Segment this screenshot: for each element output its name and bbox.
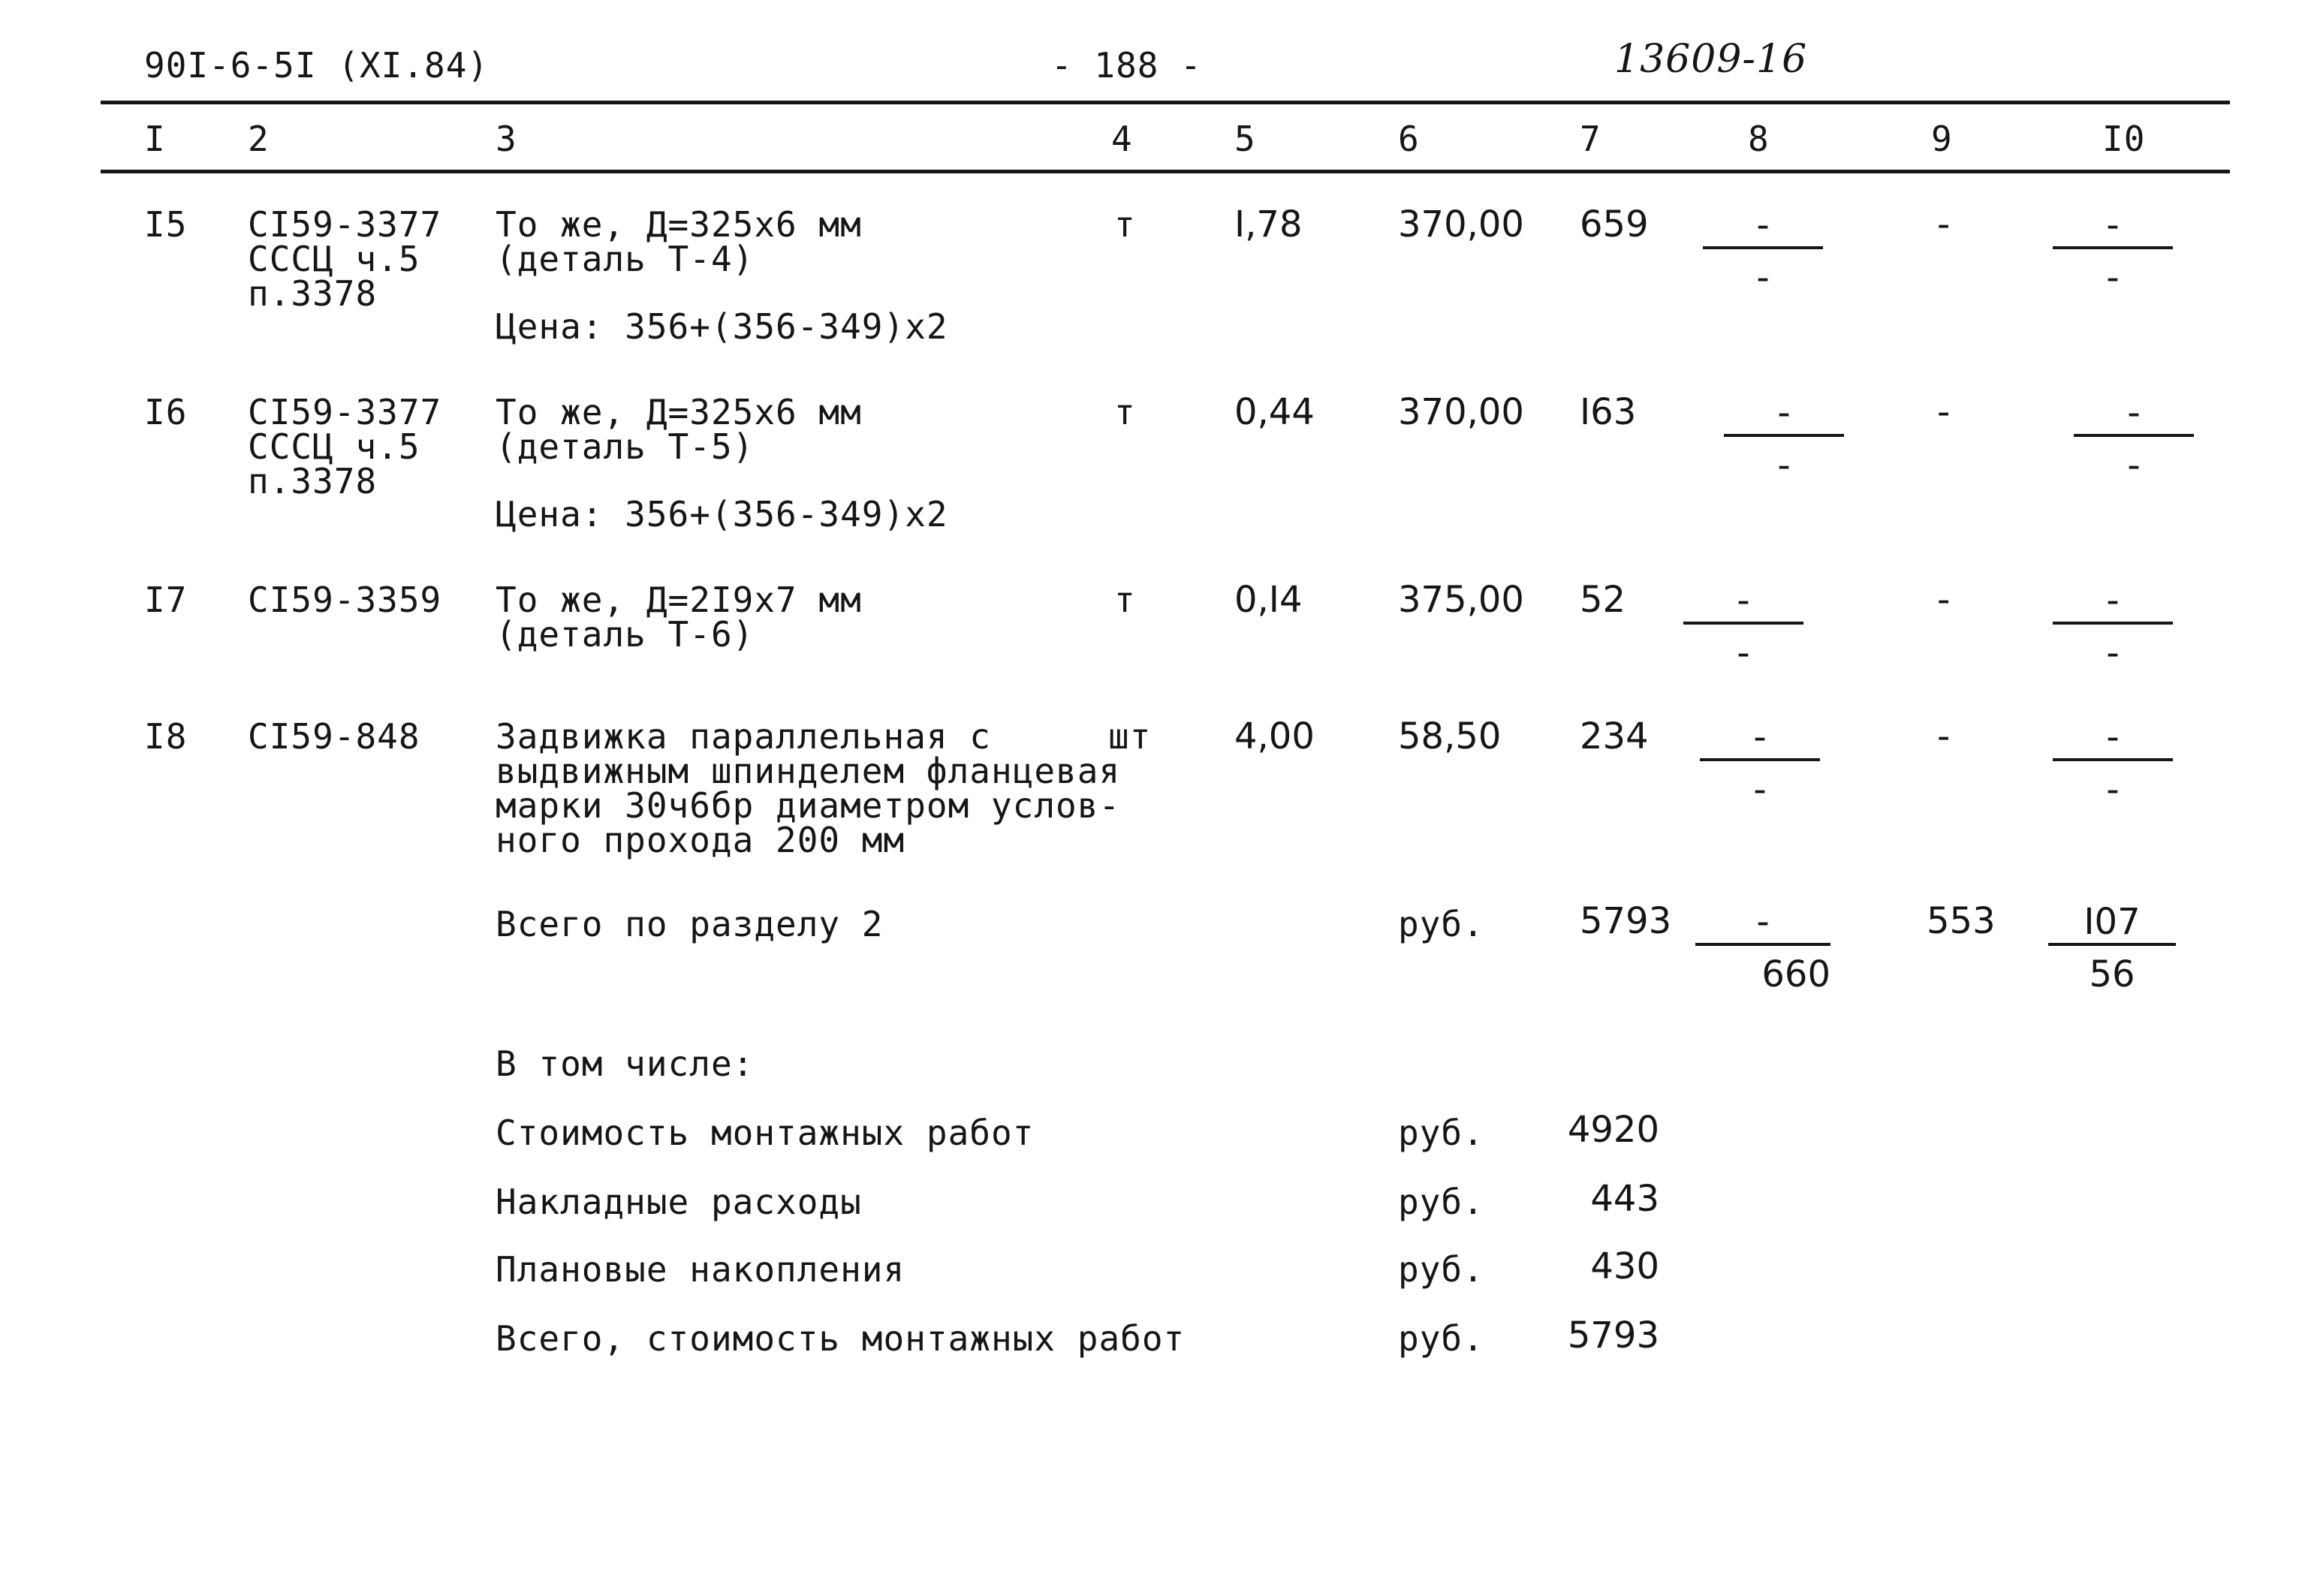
col10-fraction — [2053, 716, 2173, 811]
fraction-top: - — [2106, 204, 2120, 246]
row-number: I6 — [144, 392, 188, 432]
fraction-bar — [1703, 246, 1823, 249]
fraction-bottom: - — [1756, 257, 1770, 299]
price-code: CI59-3377 — [248, 392, 442, 432]
col8-fraction — [1683, 580, 1803, 674]
item-description: марки 30ч6бр диаметром услов- — [496, 785, 1121, 826]
fraction-bar — [2053, 246, 2173, 249]
col-header-4: 4 — [1111, 119, 1133, 159]
col-header-3: 3 — [496, 119, 517, 159]
fraction-bottom: - — [2106, 769, 2120, 811]
summary-label: Плановые накопления — [496, 1249, 905, 1290]
col-header-1: I — [144, 119, 166, 159]
section-total-value: 5793 — [1580, 900, 1672, 942]
col8-fraction — [1703, 204, 1823, 299]
total-cost: 234 — [1580, 715, 1649, 757]
col9-value: 553 — [1927, 900, 1996, 942]
item-description: (деталь Т-6) — [496, 614, 755, 655]
summary-value: 4920 — [1567, 1109, 1659, 1151]
fraction-top: - — [2106, 716, 2120, 758]
col-header-8: 8 — [1748, 119, 1770, 159]
col-header-9: 9 — [1931, 119, 1953, 159]
col9-value: - — [1937, 203, 1951, 245]
section-total-unit: руб. — [1398, 904, 1484, 944]
fraction-bottom: - — [1737, 632, 1750, 674]
fraction-bar — [1724, 434, 1844, 437]
col10-fraction — [2048, 901, 2176, 995]
price-code: CI59-3359 — [248, 580, 442, 620]
fraction-bottom: - — [2106, 632, 2120, 674]
quantity: 0,I4 — [1234, 579, 1303, 621]
fraction-bottom: 660 — [1761, 953, 1830, 995]
fraction-bottom: - — [1777, 444, 1791, 486]
col-header-5: 5 — [1234, 119, 1256, 159]
fraction-bar — [1695, 943, 1830, 946]
col9-value: - — [1937, 579, 1951, 621]
header-bottom-rule — [101, 170, 2230, 173]
fraction-bottom: - — [2106, 257, 2120, 299]
price-code: СССЦ ч.5 — [248, 239, 420, 279]
unit: т — [1114, 392, 1136, 432]
summary-label: Всего, стоимость монтажных работ — [496, 1318, 1186, 1359]
fraction-bottom: 56 — [2089, 953, 2135, 995]
summary-unit: руб. — [1398, 1182, 1484, 1222]
row-number: I7 — [144, 580, 188, 620]
header-top-rule — [101, 101, 2230, 104]
unit: шт — [1108, 716, 1152, 757]
price-code: СССЦ ч.5 — [248, 426, 420, 467]
price-code: CI59-848 — [248, 716, 420, 757]
col10-fraction — [2053, 204, 2173, 299]
item-description: (деталь Т-4) — [496, 239, 755, 279]
fraction-top: - — [2106, 580, 2120, 622]
price-note: Цена: 356+(356-349)х2 — [496, 306, 948, 347]
price-note: Цена: 356+(356-349)х2 — [496, 494, 948, 535]
item-description: То же, Д=2I9х7 мм — [496, 580, 862, 620]
unit-price: 370,00 — [1398, 203, 1524, 245]
col-header-7: 7 — [1580, 119, 1601, 159]
total-cost: 52 — [1580, 579, 1626, 621]
section-total-label: Всего по разделу 2 — [496, 904, 884, 944]
fraction-bottom: - — [2127, 444, 2141, 486]
sheet-code: 13609-16 — [1614, 37, 1808, 82]
fraction-top: - — [1737, 580, 1750, 622]
summary-unit: руб. — [1398, 1318, 1484, 1359]
item-description: Задвижка параллельная с — [496, 716, 991, 757]
col-header-10: I0 — [2102, 119, 2146, 159]
col8-fraction — [1724, 392, 1844, 486]
col8-fraction — [1700, 716, 1820, 811]
quantity: 4,00 — [1234, 715, 1315, 757]
fraction-top: - — [2127, 392, 2141, 434]
fraction-top: - — [1777, 392, 1791, 434]
price-code: п.3378 — [248, 273, 378, 314]
unit-price: 58,50 — [1398, 715, 1502, 757]
unit: т — [1114, 580, 1136, 620]
unit: т — [1114, 204, 1136, 245]
including-label: В том числе: — [496, 1043, 755, 1084]
fraction-bar — [1700, 758, 1820, 761]
fraction-top: - — [1756, 901, 1770, 943]
summary-value: 443 — [1590, 1178, 1659, 1220]
summary-label: Накладные расходы — [496, 1182, 862, 1222]
item-description: (деталь Т-5) — [496, 426, 755, 467]
fraction-top: - — [1756, 204, 1770, 246]
col9-value: - — [1937, 391, 1951, 433]
fraction-bottom: - — [1753, 769, 1767, 811]
row-number: I8 — [144, 716, 188, 757]
col-header-6: 6 — [1398, 119, 1420, 159]
summary-unit: руб. — [1398, 1113, 1484, 1153]
fraction-bar — [1683, 622, 1803, 625]
fraction-bar — [2053, 758, 2173, 761]
col10-fraction — [2074, 392, 2194, 486]
unit-price: 370,00 — [1398, 391, 1524, 433]
item-description: То же, Д=325х6 мм — [496, 392, 862, 432]
page-number: - 188 - — [1051, 45, 1202, 86]
quantity: I,78 — [1234, 203, 1303, 245]
item-description: То же, Д=325х6 мм — [496, 204, 862, 245]
row-number: I5 — [144, 204, 188, 245]
total-cost: 659 — [1580, 203, 1649, 245]
fraction-bar — [2053, 622, 2173, 625]
price-code: п.3378 — [248, 461, 378, 501]
fraction-bar — [2074, 434, 2194, 437]
summary-unit: руб. — [1398, 1249, 1484, 1290]
price-code: CI59-3377 — [248, 204, 442, 245]
fraction-top: - — [1753, 716, 1767, 758]
col9-value: - — [1937, 715, 1951, 757]
item-description: выдвижным шпинделем фланцевая — [496, 751, 1121, 791]
quantity: 0,44 — [1234, 391, 1315, 433]
unit-price: 375,00 — [1398, 579, 1524, 621]
summary-value: 430 — [1590, 1245, 1659, 1287]
document-code: 90I-6-5I (XI.84) — [144, 45, 490, 86]
col10-fraction — [2053, 580, 2173, 674]
fraction-bar — [2048, 943, 2176, 946]
col-header-2: 2 — [248, 119, 270, 159]
summary-value: 5793 — [1567, 1314, 1659, 1357]
total-cost: I63 — [1580, 391, 1637, 433]
col8-fraction — [1695, 901, 1830, 995]
fraction-top: I07 — [2084, 901, 2141, 943]
summary-label: Стоимость монтажных работ — [496, 1113, 1035, 1153]
item-description: ного прохода 200 мм — [496, 820, 905, 860]
